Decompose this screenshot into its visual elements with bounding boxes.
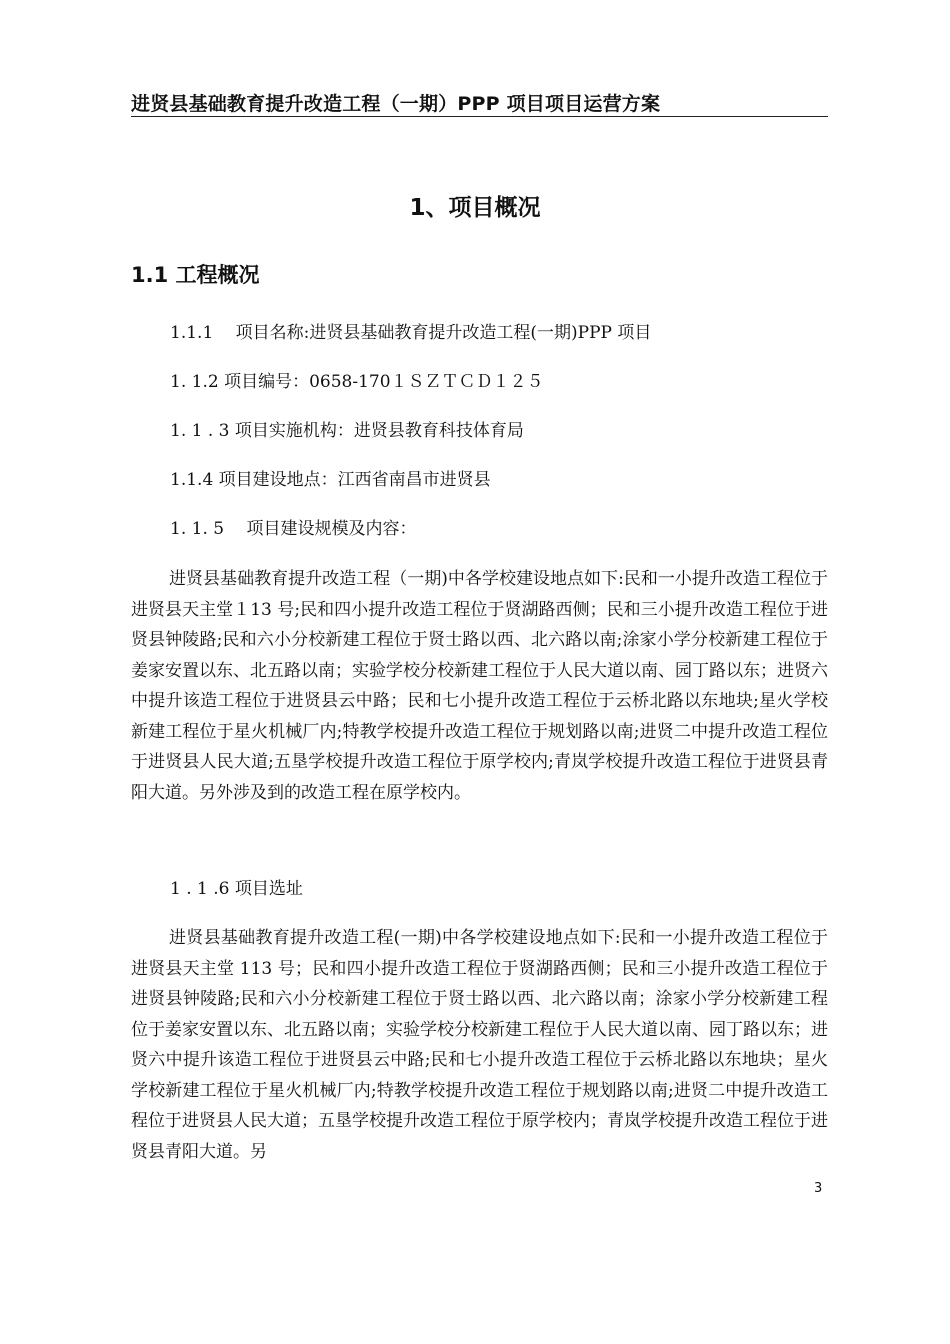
- header-rule: [131, 116, 828, 117]
- section-title: 1.1 工程概况: [131, 263, 260, 287]
- running-header: 进贤县基础教育提升改造工程（一期）PPP 项目项目运营方案: [131, 93, 661, 115]
- item-construction-site: 1.1.4 项目建设地点：江西省南昌市进贤县: [170, 470, 491, 490]
- page-number: 3: [814, 1181, 823, 1196]
- item-project-name: 1.1.1 项目名称:进贤县基础教育提升改造工程(一期)PPP 项目: [170, 323, 652, 343]
- paragraph-site: 进贤县基础教育提升改造工程(一期)中各学校建设地点如下:民和一小提升改造工程位于进贤县天主堂 113 号；民和四小提升改造工程位于贤湖路西侧；民和三小提升改造工程位于进贤县钟陵路;民和六小分校新建工程位于贤士路以西、北六路以南；涂家小学分校新建工程位于姜家安置以东、北五路以南；实验学校分校新建工程位于人民大道以南、园丁路以东；进贤六中提升该造工程位于进贤县云中路;民和七小提升改造工程位于云桥北路以东地块；星火学校新建工程位于星火机械厂内;特教学校提升改造工程位于规划路以南;进贤二中提升改造工程位于进贤县人民大道；五垦学校提升改造工程位于原学校内；青岚学校提升改造工程位于进贤县青阳大道。另: [131, 928, 828, 1162]
- item-site-selection: 1 . 1 .6 项目选址: [170, 879, 303, 899]
- item-implementing-agency: 1. 1 . 3 项目实施机构：进贤县教育科技体育局: [170, 421, 524, 441]
- item-scale-content: 1. 1. 5 项目建设规模及内容：: [170, 519, 417, 539]
- item-project-number: 1. 1.2 项目编号：0658-170１ＳＺＴＣＤ１２５: [170, 372, 544, 392]
- paragraph-scale: 进贤县基础教育提升改造工程（一期)中各学校建设地点如下:民和一小提升改造工程位于进贤县天主堂１13 号;民和四小提升改造工程位于贤湖路西侧；民和三小提升改造工程位于进贤县钟陵路;民和六小分校新建工程位于贤士路以西、北六路以南;涂家小学分校新建工程位于姜家安置以东、北五路以南；实验学校分校新建工程位于人民大道以南、园丁路以东；进贤六中提升该造工程位于进贤县云中路；民和七小提升改造工程位于云桥北路以东地块;星火学校新建工程位于星火机械厂内;特教学校提升改造工程位于规划路以南;进贤二中提升改造工程位于进贤县人民大道;五垦学校提升改造工程位于原学校内;青岚学校提升改造工程位于进贤县青阳大道。另外涉及到的改造工程在原学校内。: [131, 569, 828, 803]
- chapter-title: 1、项目概况: [409, 195, 541, 221]
